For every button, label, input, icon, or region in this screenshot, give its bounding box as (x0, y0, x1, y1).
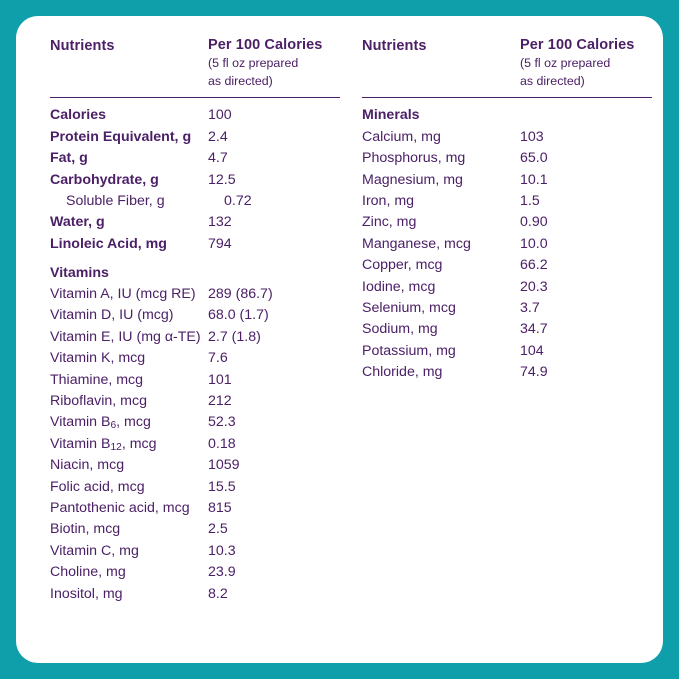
nutrient-label: Vitamin A, IU (mcg RE) (50, 286, 196, 302)
nutrient-value: 1.5 (520, 193, 540, 210)
nutrient-label: Selenium, mcg (362, 299, 456, 316)
nutrient-value: 2.7 (1.8) (208, 328, 261, 345)
nutrient-value: 212 (208, 392, 232, 409)
nutrient-row (50, 348, 340, 369)
nutrient-label: Chloride, mg (362, 364, 443, 381)
nutrient-row (50, 255, 340, 284)
column-header-sub-line1: (5 fl oz prepared (208, 56, 299, 71)
nutrient-row (362, 212, 652, 233)
nutrient-value: 20.3 (520, 278, 548, 295)
nutrient-value: 68.0 (1.7) (208, 307, 269, 324)
nutrient-value: 12.5 (208, 171, 236, 188)
column-header-per-100-calories-main: Per 100 Calories (520, 37, 635, 53)
nutrient-value: 66.2 (520, 257, 548, 274)
nutrient-row (50, 190, 340, 211)
nutrient-label: Manganese, mcg (362, 235, 471, 252)
nutrient-value: 23.9 (208, 564, 236, 581)
nutrient-label: Vitamins (50, 264, 109, 281)
nutrient-row (50, 455, 340, 476)
nutrient-row (50, 233, 340, 254)
nutrient-label: Vitamin K, mcg (50, 350, 146, 367)
nutrient-label: Choline, mg (50, 564, 126, 581)
nutrient-row (50, 305, 340, 326)
nutrient-row (362, 362, 652, 383)
nutrient-label: Protein Equivalent, g (50, 128, 192, 145)
nutrient-row (362, 148, 652, 169)
nutrient-label: Vitamin E, IU (mg α-TE) (50, 328, 201, 345)
nutrient-label: Linoleic Acid, mg (50, 235, 167, 252)
nutrient-label: Niacin, mcg (50, 457, 125, 474)
nutrient-label: Pantothenic acid, mcg (50, 499, 190, 516)
nutrient-label: Soluble Fiber, g (66, 193, 165, 210)
table-header-left (50, 36, 340, 95)
nutrient-row (50, 148, 340, 169)
nutrient-value: 0.18 (208, 435, 236, 452)
nutrient-label: Thiamine, mcg (50, 371, 144, 388)
nutrient-row (50, 433, 340, 454)
nutrient-row (362, 319, 652, 340)
nutrient-row (362, 255, 652, 276)
nutrient-value: 2.5 (208, 521, 228, 538)
nutrient-value: 10.0 (520, 235, 548, 252)
nutrient-row (50, 212, 340, 233)
column-header-sub-line2: as directed) (520, 73, 585, 88)
column-header-sub-line2: as directed) (208, 73, 273, 88)
nutrient-value: 10.1 (520, 171, 548, 188)
nutrient-value: 289 (86.7) (208, 286, 273, 302)
nutrient-label: Zinc, mg (362, 214, 417, 231)
nutrient-value: 74.9 (520, 364, 548, 381)
header-divider-left (50, 97, 340, 98)
nutrient-row (362, 340, 652, 361)
nutrient-label: Vitamin C, mg (50, 542, 139, 559)
nutrient-value: 815 (208, 499, 232, 516)
nutrient-row (362, 105, 652, 126)
nutrient-value: 101 (208, 371, 232, 388)
nutrient-value: 1059 (208, 457, 240, 474)
nutrient-label: Copper, mcg (362, 257, 443, 274)
nutrition-card (16, 16, 663, 663)
nutrient-label: Fat, g (50, 150, 88, 167)
column-header-nutrients: Nutrients (362, 38, 427, 54)
nutrient-value: 34.7 (520, 321, 548, 338)
nutrient-value: 7.6 (208, 350, 228, 367)
nutrient-value: 103 (520, 128, 544, 145)
nutrient-row (50, 540, 340, 561)
nutrient-row (50, 169, 340, 190)
nutrient-label: Biotin, mcg (50, 521, 121, 538)
nutrient-row (362, 126, 652, 147)
nutrient-value: 100 (208, 107, 232, 124)
table-header-right (362, 36, 652, 95)
column-header-per-100-calories (208, 36, 340, 89)
column-header-per-100-calories (520, 36, 652, 89)
nutrient-label: Vitamin $B_6$, mcg (50, 414, 151, 432)
nutrient-value: 10.3 (208, 542, 236, 559)
nutrient-label: Sodium, mg (362, 321, 438, 338)
nutrient-value: 0.90 (520, 214, 548, 231)
column-header-per-100-calories-main: Per 100 Calories (208, 37, 323, 53)
nutrient-value: 132 (208, 214, 232, 231)
nutrient-value: 15.5 (208, 478, 236, 495)
nutrient-label: Calcium, mg (362, 128, 441, 145)
header-divider-right (362, 97, 652, 98)
nutrient-label: Iron, mg (362, 193, 415, 210)
nutrient-value: 65.0 (520, 150, 548, 167)
nutrient-row (50, 583, 340, 604)
nutrient-row (362, 297, 652, 318)
nutrient-label: Riboflavin, mcg (50, 392, 147, 409)
nutrient-row (50, 283, 340, 304)
nutrient-row (362, 169, 652, 190)
nutrient-label: Potassium, mg (362, 342, 456, 359)
nutrient-label: Folic acid, mcg (50, 478, 145, 495)
nutrient-row (50, 369, 340, 390)
nutrient-label: Iodine, mcg (362, 278, 436, 295)
nutrient-row (362, 190, 652, 211)
nutrient-value: 104 (520, 342, 544, 359)
nutrition-panel-left (50, 36, 340, 604)
nutrient-row (50, 412, 340, 433)
nutrient-label: Carbohydrate, g (50, 171, 159, 188)
nutrient-row (50, 390, 340, 411)
nutrient-row (50, 519, 340, 540)
nutrient-label: Water, g (50, 214, 105, 231)
nutrient-row (362, 233, 652, 254)
nutrient-rows-right (362, 105, 652, 383)
nutrient-label: Phosphorus, mg (362, 150, 466, 167)
nutrient-value: 0.72 (224, 193, 252, 210)
nutrient-label: Minerals (362, 107, 420, 124)
nutrient-value: 8.2 (208, 585, 228, 602)
column-header-sub-line1: (5 fl oz prepared (520, 56, 611, 71)
nutrient-label: Vitamin D, IU (mcg) (50, 307, 174, 324)
nutrient-label: Inositol, mg (50, 585, 123, 602)
nutrient-label: Magnesium, mg (362, 171, 463, 188)
nutrient-value: 2.4 (208, 128, 228, 145)
nutrition-panel-right (362, 36, 652, 604)
nutrient-row (50, 562, 340, 583)
nutrient-row (50, 105, 340, 126)
nutrient-label: Calories (50, 107, 106, 124)
nutrient-rows-left (50, 105, 340, 604)
nutrient-row (50, 326, 340, 347)
nutrient-row (50, 126, 340, 147)
column-header-nutrients: Nutrients (50, 38, 115, 54)
nutrient-label: Vitamin $B_{12}$, mcg (50, 435, 157, 453)
nutrient-value: 794 (208, 235, 232, 252)
nutrient-value: 52.3 (208, 414, 236, 431)
nutrient-row (50, 476, 340, 497)
nutrient-value: 4.7 (208, 150, 228, 167)
nutrient-row (362, 276, 652, 297)
nutrient-value: 3.7 (520, 299, 540, 316)
nutrition-tables (50, 36, 645, 604)
nutrient-row (50, 497, 340, 518)
